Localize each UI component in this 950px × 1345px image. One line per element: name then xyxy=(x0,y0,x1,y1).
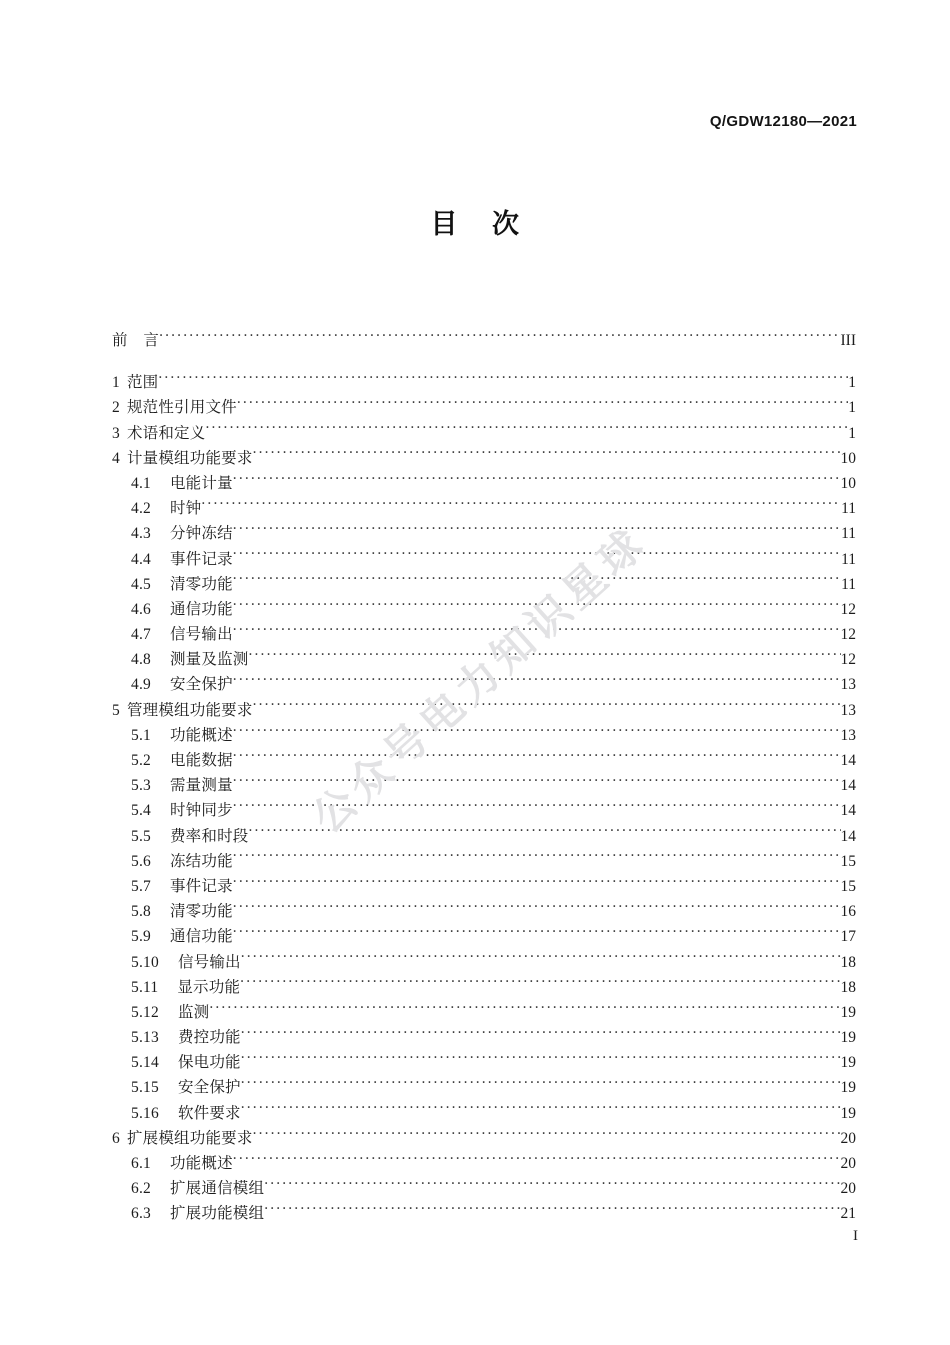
toc-entry-label xyxy=(131,874,233,899)
toc-entry[interactable] xyxy=(112,370,856,395)
toc-entry[interactable] xyxy=(112,874,856,899)
toc-entry-number: 5.16 xyxy=(131,1104,159,1122)
toc-entry-label xyxy=(131,647,249,672)
toc-entry[interactable] xyxy=(112,421,856,446)
toc-entry-number: 3 xyxy=(112,424,120,442)
toc-entry-number: 5.15 xyxy=(131,1079,159,1097)
toc-dot-leader xyxy=(241,1027,841,1043)
page-title-right: 次 xyxy=(492,209,520,239)
toc-entry[interactable] xyxy=(112,471,856,496)
toc-entry-number: 4.5 xyxy=(131,575,151,593)
toc-entry-label xyxy=(131,572,233,597)
toc-entry-title: 软件要求 xyxy=(177,1104,241,1122)
toc-dot-leader xyxy=(241,1102,841,1118)
toc-dot-leader xyxy=(233,850,841,866)
toc-entry[interactable] xyxy=(112,1025,856,1050)
toc-entry[interactable] xyxy=(112,924,856,949)
toc-entry[interactable] xyxy=(112,824,856,849)
toc-entry-page-number: 14 xyxy=(840,777,856,795)
toc-entry[interactable] xyxy=(112,975,856,1000)
toc-entry[interactable] xyxy=(112,572,856,597)
toc-dot-leader xyxy=(233,548,841,564)
toc-entry-title: 分钟冻结 xyxy=(169,525,233,543)
toc-entry-title: 事件记录 xyxy=(169,550,233,568)
toc-entry-label xyxy=(131,1050,241,1075)
toc-entry-number: 5.4 xyxy=(131,802,151,820)
toc-entry-page-number: 19 xyxy=(840,1029,856,1047)
toc-entry[interactable] xyxy=(112,521,856,546)
toc-dot-leader xyxy=(209,1001,840,1017)
toc-entry-label xyxy=(131,1151,233,1176)
toc-entry-label xyxy=(131,723,233,748)
toc-entry[interactable] xyxy=(112,496,856,521)
page-number-folio: I xyxy=(853,1228,858,1244)
toc-entry-title: 费率和时段 xyxy=(169,827,249,845)
toc-entry-title: 范围 xyxy=(126,374,159,392)
toc-entry-page-number: 13 xyxy=(840,676,856,694)
toc-entry[interactable] xyxy=(112,328,856,353)
toc-entry-page-number: 10 xyxy=(840,474,856,492)
toc-entry-label xyxy=(112,395,237,420)
toc-entry-number: 6.1 xyxy=(131,1155,151,1172)
toc-entry-page-number: 19 xyxy=(840,1054,856,1072)
toc-entry-number: 4.9 xyxy=(131,676,151,694)
toc-dot-leader xyxy=(253,1127,841,1143)
toc-entry[interactable] xyxy=(112,748,856,773)
toc-entry-title: 需量测量 xyxy=(169,777,233,795)
toc-entry-title: 前 言 xyxy=(112,332,160,349)
toc-entry-title: 电能数据 xyxy=(169,752,233,769)
toc-entry[interactable] xyxy=(112,597,856,622)
toc-entry-number: 5.12 xyxy=(131,1003,159,1021)
toc-entry-label xyxy=(131,798,233,823)
toc-entry-title: 安全保护 xyxy=(169,676,233,694)
toc-entry[interactable] xyxy=(112,547,856,572)
toc-entry[interactable] xyxy=(112,1075,856,1100)
toc-entry-page-number: 20 xyxy=(840,1155,856,1172)
toc-dot-leader xyxy=(249,649,841,665)
page-title-left: 目 xyxy=(430,209,458,239)
toc-entry-title: 通信功能 xyxy=(169,928,233,946)
toc-entry-label xyxy=(131,1075,241,1100)
watermark: 公众号电力知识星球 xyxy=(303,517,656,842)
standard-number-header: Q/GDW12180—2021 xyxy=(709,113,857,130)
toc-dot-leader xyxy=(233,472,841,488)
toc-entry[interactable] xyxy=(112,849,856,874)
toc-dot-leader xyxy=(233,1153,841,1169)
toc-entry-page-number: 11 xyxy=(841,550,856,568)
toc-entry-page-number: 13 xyxy=(840,701,856,719)
toc-entry-title: 事件记录 xyxy=(169,877,233,895)
toc-entry-label xyxy=(112,1126,253,1151)
toc-entry-label xyxy=(131,1101,241,1126)
toc-entry-number: 5.13 xyxy=(131,1029,159,1047)
toc-dot-leader xyxy=(205,422,848,438)
toc-entry-page-number: 15 xyxy=(840,877,856,895)
toc-entry-page-number: 14 xyxy=(840,802,856,820)
toc-entry-number: 4.4 xyxy=(131,550,151,568)
toc-entry-number: 4.8 xyxy=(131,651,151,669)
toc-dot-leader xyxy=(233,724,841,740)
toc-entry-title: 安全保护 xyxy=(177,1079,241,1097)
toc-entry[interactable] xyxy=(112,1151,856,1176)
toc-entry-page-number: 14 xyxy=(840,752,856,769)
toc-entry-title: 计量模组功能要求 xyxy=(126,449,253,467)
toc-entry-page-number: 19 xyxy=(840,1003,856,1021)
toc-entry-number: 5.11 xyxy=(131,978,159,996)
toc-dot-leader xyxy=(201,498,841,514)
toc-entry-number: 6.3 xyxy=(131,1205,151,1223)
toc-entry-label xyxy=(131,521,233,546)
toc-entry[interactable] xyxy=(112,950,856,975)
toc-dot-leader xyxy=(233,875,841,891)
toc-entry-label xyxy=(131,547,233,572)
toc-entry-label xyxy=(131,622,233,647)
toc-entry[interactable] xyxy=(112,622,856,647)
toc-entry-title: 扩展通信模组 xyxy=(169,1180,265,1198)
toc-entry[interactable] xyxy=(112,723,856,748)
toc-entry-page-number: 10 xyxy=(840,449,856,467)
toc-entry-number: 2 xyxy=(112,399,120,417)
toc-entry-title: 扩展功能模组 xyxy=(169,1205,265,1223)
toc-entry[interactable] xyxy=(112,1050,856,1075)
toc-dot-leader xyxy=(241,1077,841,1093)
toc-entry-number: 4.7 xyxy=(131,626,151,644)
toc-entry-page-number: 11 xyxy=(841,500,856,518)
toc-entry-number: 5.2 xyxy=(131,752,151,769)
toc-entry-number: 6 xyxy=(112,1129,120,1147)
toc-dot-leader xyxy=(241,1052,841,1068)
toc-entry-page-number: 12 xyxy=(840,626,856,644)
toc-entry-number: 5.10 xyxy=(131,953,159,971)
toc-entry-label xyxy=(131,773,233,798)
toc-entry-page-number: 11 xyxy=(841,525,856,543)
toc-entry-title: 显示功能 xyxy=(177,978,241,996)
toc-entry[interactable] xyxy=(112,798,856,823)
toc-entry-label xyxy=(131,672,233,697)
toc-entry-title: 监测 xyxy=(177,1003,210,1021)
toc-entry-number: 5.7 xyxy=(131,877,151,895)
toc-entry-label xyxy=(131,1176,264,1201)
toc-dot-leader xyxy=(233,674,841,690)
toc-dot-leader xyxy=(233,775,841,791)
toc-entry-title: 保电功能 xyxy=(177,1054,241,1072)
toc-entry-title: 清零功能 xyxy=(169,903,233,921)
toc-entry-title: 时钟同步 xyxy=(169,802,233,820)
toc-entry-page-number: 18 xyxy=(840,953,856,971)
toc-dot-leader xyxy=(237,397,848,413)
toc-entry[interactable] xyxy=(112,899,856,924)
toc-entry-label xyxy=(112,698,253,723)
toc-entry-number: 4.3 xyxy=(131,525,151,543)
toc-dot-leader xyxy=(158,372,848,388)
toc-entry-label xyxy=(131,1025,241,1050)
toc-entry-label xyxy=(112,370,158,395)
toc-dot-leader xyxy=(249,825,841,841)
toc-entry-label xyxy=(131,748,233,773)
toc-dot-leader xyxy=(233,750,841,766)
toc-entry-title: 时钟 xyxy=(169,500,202,518)
toc-entry-number: 5.1 xyxy=(131,726,151,744)
toc-entry-number: 5 xyxy=(112,701,120,719)
toc-entry-page-number: 18 xyxy=(840,978,856,996)
toc-entry-page-number: 13 xyxy=(840,726,856,744)
page-title xyxy=(0,202,950,241)
toc-entry-number: 4.6 xyxy=(131,600,151,618)
toc-entry[interactable] xyxy=(112,1126,856,1151)
toc-entry-page-number: 20 xyxy=(840,1129,856,1147)
toc-entry-number: 5.5 xyxy=(131,827,151,845)
toc-entry-number: 5.8 xyxy=(131,903,151,921)
toc-entry-number: 4 xyxy=(112,449,120,467)
toc-entry-label xyxy=(131,597,233,622)
toc-entry[interactable] xyxy=(112,1201,856,1226)
toc-dot-leader xyxy=(233,598,841,614)
toc-entry-number: 4.1 xyxy=(131,474,151,492)
toc-entry-page-number: 21 xyxy=(840,1205,856,1223)
toc-dot-leader xyxy=(264,1178,840,1194)
toc-entry-page-number: 1 xyxy=(848,424,856,442)
toc-entry-label xyxy=(131,924,233,949)
toc-entry-label xyxy=(131,824,249,849)
toc-entry-page-number: 16 xyxy=(840,903,856,921)
toc-entry-label xyxy=(131,1201,264,1226)
toc-dot-leader xyxy=(233,926,841,942)
toc-entry-number: 4.2 xyxy=(131,500,151,518)
toc-dot-leader xyxy=(233,523,841,539)
toc-entry-page-number: 15 xyxy=(840,852,856,870)
toc-entry[interactable] xyxy=(112,446,856,471)
toc-dot-leader xyxy=(233,624,841,640)
toc-dot-leader xyxy=(159,330,840,346)
toc-entry[interactable] xyxy=(112,1176,856,1201)
toc-entry-page-number: 11 xyxy=(841,575,856,593)
toc-entry-title: 测量及监测 xyxy=(169,651,249,669)
toc-entry-label xyxy=(112,446,253,471)
toc-entry-label xyxy=(131,496,201,521)
toc-entry-number: 5.6 xyxy=(131,852,151,870)
toc-entry-title: 功能概述 xyxy=(169,1155,233,1172)
toc-dot-leader xyxy=(264,1203,840,1219)
toc-entry-page-number: 12 xyxy=(840,600,856,618)
toc-entry-label xyxy=(131,471,233,496)
toc-entry-page-number: 1 xyxy=(848,399,856,417)
toc-entry-number: 5.9 xyxy=(131,928,151,946)
toc-entry-label xyxy=(112,328,159,353)
toc-dot-leader xyxy=(233,901,841,917)
toc-entry-number: 5.3 xyxy=(131,777,151,795)
toc-entry-title: 信号输出 xyxy=(169,626,233,644)
toc-entry-title: 规范性引用文件 xyxy=(126,399,237,417)
toc-entry-page-number: 20 xyxy=(840,1180,856,1198)
toc-entry-title: 信号输出 xyxy=(177,953,241,971)
toc-entry[interactable] xyxy=(112,1000,856,1025)
toc-dot-leader xyxy=(253,699,841,715)
toc-entry-title: 清零功能 xyxy=(169,575,233,593)
toc-entry[interactable] xyxy=(112,773,856,798)
toc-entry-title: 术语和定义 xyxy=(126,424,206,442)
toc-entry-page-number: 19 xyxy=(840,1104,856,1122)
table-of-contents xyxy=(112,328,856,1227)
toc-entry-number: 5.14 xyxy=(131,1054,159,1072)
toc-entry-label xyxy=(131,899,233,924)
toc-entry[interactable] xyxy=(112,698,856,723)
toc-entry-page-number: 14 xyxy=(840,827,856,845)
toc-entry-title: 扩展模组功能要求 xyxy=(126,1129,253,1147)
toc-entry-label xyxy=(131,950,241,975)
toc-entry-title: 通信功能 xyxy=(169,600,233,618)
toc-dot-leader xyxy=(233,573,841,589)
toc-entry-title: 电能计量 xyxy=(169,474,233,492)
toc-entry[interactable] xyxy=(112,395,856,420)
toc-entry-label xyxy=(131,975,240,1000)
toc-dot-leader xyxy=(253,447,841,463)
toc-entry-page-number: 19 xyxy=(840,1079,856,1097)
toc-entry-label xyxy=(131,1000,209,1025)
toc-entry-title: 管理模组功能要求 xyxy=(126,701,253,719)
toc-dot-leader xyxy=(241,951,841,967)
toc-entry-page-number: 17 xyxy=(840,928,856,946)
toc-entry-title: 费控功能 xyxy=(177,1029,241,1047)
toc-entry-number: 6.2 xyxy=(131,1180,151,1198)
toc-entry-number: 1 xyxy=(112,374,120,392)
toc-dot-leader xyxy=(233,800,841,816)
toc-entry-title: 冻结功能 xyxy=(169,852,233,870)
toc-dot-leader xyxy=(240,976,840,992)
toc-entry[interactable] xyxy=(112,1101,856,1126)
toc-entry[interactable] xyxy=(112,647,856,672)
toc-entry-label xyxy=(112,421,205,446)
toc-entry-page-number: 12 xyxy=(840,651,856,669)
toc-entry-page-number: III xyxy=(840,332,856,349)
toc-entry[interactable] xyxy=(112,672,856,697)
toc-entry-page-number: 1 xyxy=(848,374,856,392)
toc-entry-title: 功能概述 xyxy=(169,726,233,744)
toc-entry-label xyxy=(131,849,233,874)
